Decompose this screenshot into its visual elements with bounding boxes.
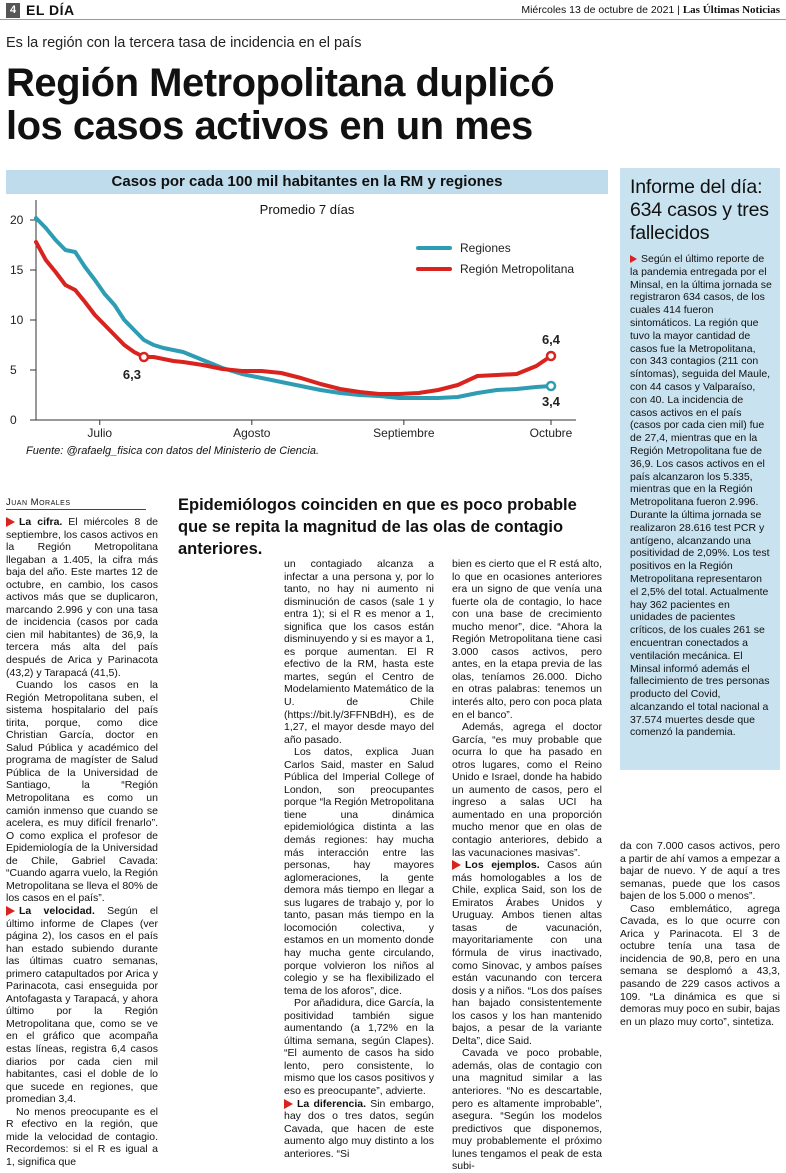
data-label: 6,4 <box>541 332 561 347</box>
annotation-marker <box>547 382 555 390</box>
article-column-3 <box>452 558 602 1173</box>
paragraph-text: Sin embargo, hay dos o tres datos, según Cavada, que hacen de este aumento algo muy distinto a los anteriores. “Si <box>284 1097 434 1160</box>
y-tick-label: 20 <box>10 213 24 227</box>
sidebar-text-body: Según el último reporte de la pandemia entregada por el Minsal, en la última jornada se registraron 634 casos, de los cuales 414 fueron sintomáticos. La región que tuvo la mayor cantidad de casos fue la Metropolitana, con 343 contagios (211 con síntomas), seguida del Maule, con 44 casos y Valparaíso, con 40. La incidencia de casos activos en el país (casos por cada cien mil) fue de 27,4, mientras que en la Región Metropolitana fue de 36,9. Los casos activos en el país alcanzaron los 5.335, mientras que en la Región Metropolitana fueron 2.996. Durante la última jornada se realizaron 28.616 test PCR y antígeno, alcanzando una positividad de 2,09%. Los test positivos en la Región Metropolitana representaron el 2,5% del total. Actualmente hay 362 pacientes en unidades de pacientes críticos, de los cuales 261 se encuentran conectados a ventilación mecánica. El Minsal informó además el fallecimiento de tres personas producto del Covid, alcanzando el total nacional a 37.574 muertes desde que comenzó la pandemia. <box>630 253 772 739</box>
y-tick-label: 0 <box>10 413 17 427</box>
legend-label: Regiones <box>460 241 511 255</box>
data-label: 6,3 <box>122 367 141 382</box>
paragraph-lead: La diferencia. <box>297 1097 366 1110</box>
article-kicker: Es la región con la tercera tasa de incidencia en el país <box>6 35 362 51</box>
paragraph: Además, agrega el doctor García, “es muy probable que ocurra lo que ha pasado en otros lugares, como el Reino Unido e Israel, donde ha habido un aumento de casos, pero el ingreso a salas UCI ha aumentado en una proporción mucho menor que en olas de contagio anteriores, debido a las vacunaciones masivas”. <box>452 721 602 859</box>
article-headline: Región Metropolitana duplicó los casos activos en un mes <box>6 61 555 148</box>
chart-title: Casos por cada 100 mil habitantes en la RM y regiones <box>6 170 608 194</box>
paragraph-lead: La cifra. <box>19 516 63 528</box>
bullet-triangle-icon <box>452 860 461 870</box>
paragraph: Por añadidura, dice García, la positividad también sigue aumentando (a 1,72% en la última semana, según Clapes). “El aumento de casos ha sido lento, pero consistente, lo mismo que los casos positivos y eso es preocupante”, advierte. <box>284 997 434 1097</box>
y-tick-label: 15 <box>10 263 24 277</box>
dateline-separator: | <box>674 4 683 16</box>
y-tick-label: 10 <box>10 313 24 327</box>
paragraph: da con 7.000 casos activos, pero a partir de ahí vamos a empezar a bajar de nuevo. Y de aquí a tres semanas, puede que los casos bajen de los 5.000 o menos”. <box>620 840 780 903</box>
pull-quote: Epidemiólogos coinciden en que es poco probable que se repita la magnitud de las olas de contagio anteriores. <box>178 496 577 558</box>
article-column-1 <box>6 516 158 1168</box>
paragraph <box>6 516 158 679</box>
chart-plot <box>6 165 608 445</box>
bullet-triangle-icon <box>6 906 15 916</box>
paragraph: Cuando los casos en la Región Metropolitana suben, el sistema hospitalario del país tirita, porque, como dice Christian García, doctor en Salud Pública y académico del programa de magíster de Salud Pública de la Universidad de Santiago, la “Región Metropolitana es como un camión inmenso que cuando se acelera, es muy difícil frenarlo”. O como explica el profesor de Epidemiología de la Universidad de Chile, Gabriel Cavada: “Cuando agarra vuelo, la Región Metropolitana se lleva el 80% de los casos en el país”. <box>6 679 158 905</box>
x-tick-label: Agosto <box>233 426 271 440</box>
paragraph: Los datos, explica Juan Carlos Said, master en Salud Pública del Imperial College of London, son preocupantes porque “la Región Metropolitana tiene una dinámica epidemiológica distinta a las demás regiones: hay mucha más interacción entre las personas, hay mayores aglomeraciones, la gente demora más tiempo en llegar a sus lugares de trabajo y, por lo tanto, pasan más tiempo en la locomoción colectiva, y estamos en un momento donde hay mucha gente circulando, porque volvieron los niños al colegio y se ha flexibilizado el tema de los aforos”, dice. <box>284 746 435 997</box>
paragraph-lead: Los ejemplos. <box>465 859 540 872</box>
newspaper-name: Las Últimas Noticias <box>682 4 780 16</box>
paragraph: bien es cierto que el R está alto, lo que en ocasiones anteriores era un signo de que venía una fuerte ola de contagio, lo hace con una base de crecimiento mucho menor”, dice. “Ahora la Región Metropolitana tiene casi 3.000 casos activos, pero antes, en la etapa previa de las olas, teníamos 26.000. Dicho en otras palabras: tenemos un interés alto, pero con poca plata en el banco”. <box>452 558 603 721</box>
bullet-triangle-icon <box>6 517 15 527</box>
chart-source: Fuente: @rafaelg_fisica con datos del Ministerio de Ciencia. <box>26 445 320 457</box>
article-column-2 <box>284 558 434 1160</box>
x-tick-label: Julio <box>87 426 113 440</box>
paragraph-text: Según el último informe de Clapes (ver página 2), los casos en el país han estado subiendo durante las últimas cuatro semanas, primero catapultados por Arica y Parinacota, casi enseguida por Antofagasta y Tarapacá, y ahora último por la Región Metropolitana que, como se ve en el gráfico que acompaña estas líneas, registra 6,4 casos diarios por cada cien mil habitantes, casi el doble de lo que sucede en regiones, que promedian 3,4. <box>6 904 158 1106</box>
x-tick-label: Septiembre <box>373 426 435 440</box>
legend-label: Región Metropolitana <box>460 262 575 276</box>
byline: Juan Morales <box>6 497 71 508</box>
paragraph <box>284 1098 434 1161</box>
byline-divider <box>6 509 146 510</box>
bullet-triangle-icon <box>284 1099 293 1109</box>
data-label: 3,4 <box>541 394 561 409</box>
article-column-4 <box>620 840 780 1028</box>
paragraph-text: Casos aún más homologables a los de Chile, explica Said, son los de Emiratos Árabes Unidos y Uruguay. Ambos tienen altas tasas de vacunación, mayoritariamente con una fórmula de virus inactivado, como Sinovac, y ambos países están vacunando con tercera dosis y a niños. “Los dos países han bajado consistentemente los casos y los han mantenido bajos, a pesar de la variante Delta”, dice Said. <box>452 859 602 1047</box>
bullet-triangle-icon <box>630 255 637 263</box>
paragraph <box>452 859 602 1047</box>
section-name: EL DÍA <box>26 2 75 18</box>
sidebar-text <box>630 253 772 739</box>
paragraph: un contagiado alcanza a infectar a una persona y, por lo tanto, no hay ni aumento ni disminución de casos (sale 1 y entra 1); si el R es menor a 1, significa que los casos están disminuyendo y si es mayor a 1, es porque aumentan. El R efectivo de la RM, hasta este martes, según el Centro de Modelamiento Matemático de la U. de Chile (https://bit.ly/3FFNBdH), es de 1,27, el mayor desde mayo del año pasado. <box>284 558 434 746</box>
page-number: 4 <box>6 3 20 18</box>
chart-subtitle: Promedio 7 días <box>259 202 355 217</box>
issue-date: Miércoles 13 de octubre de 2021 <box>521 4 675 16</box>
cases-chart <box>6 165 608 465</box>
paragraph: No menos preocupante es el R efectivo en la región, que mide la velocidad de contagio. Recordemos: si el R es igual a 1, significa que <box>6 1105 158 1168</box>
sidebar-title: Informe del día: 634 casos y tres fallecidos <box>630 176 769 244</box>
paragraph-lead: La velocidad. <box>19 904 95 917</box>
paragraph: Caso emblemático, agrega Cavada, es lo que ocurre con Arica y Parinacota. El 3 de octubre tenía una tasa de incidencia de 90,8, pero en una semana se desplomó a 43,3, pasando de 229 casos activos a 109. “La dinámica es que si demoras muy poco en subir, bajas en un plazo muy corto”, sintetiza. <box>620 902 780 1028</box>
dateline <box>521 4 780 16</box>
sidebar-box <box>620 168 780 770</box>
annotation-marker <box>547 352 555 360</box>
page-header <box>0 0 786 20</box>
y-tick-label: 5 <box>10 363 17 377</box>
paragraph-text: El miércoles 8 de septiembre, los casos activos en la Región Metropolitana llegaban a 1.405, la cifra más baja del año. Este martes 12 de octubre, en cambio, los casos activos más que se duplicaron, marcando 2.996 y con una tasa de incidencia (casos por cada cien mil habitantes) de 36,9, la tercera más alta del país después de Arica y Parinacota (43,2) y Tarapacá (41,5). <box>6 516 158 679</box>
paragraph: Cavada ve poco probable, además, olas de contagio con una magnitud similar a las anteriores. “No es descartable, pero es altamente improbable”, asegura. “Según los modelos predictivos que disponemos, muy probablemente el próximo lunes tengamos el peak de esta subi- <box>452 1047 602 1173</box>
x-tick-label: Octubre <box>529 426 573 440</box>
paragraph <box>6 905 158 1106</box>
annotation-marker <box>140 353 148 361</box>
